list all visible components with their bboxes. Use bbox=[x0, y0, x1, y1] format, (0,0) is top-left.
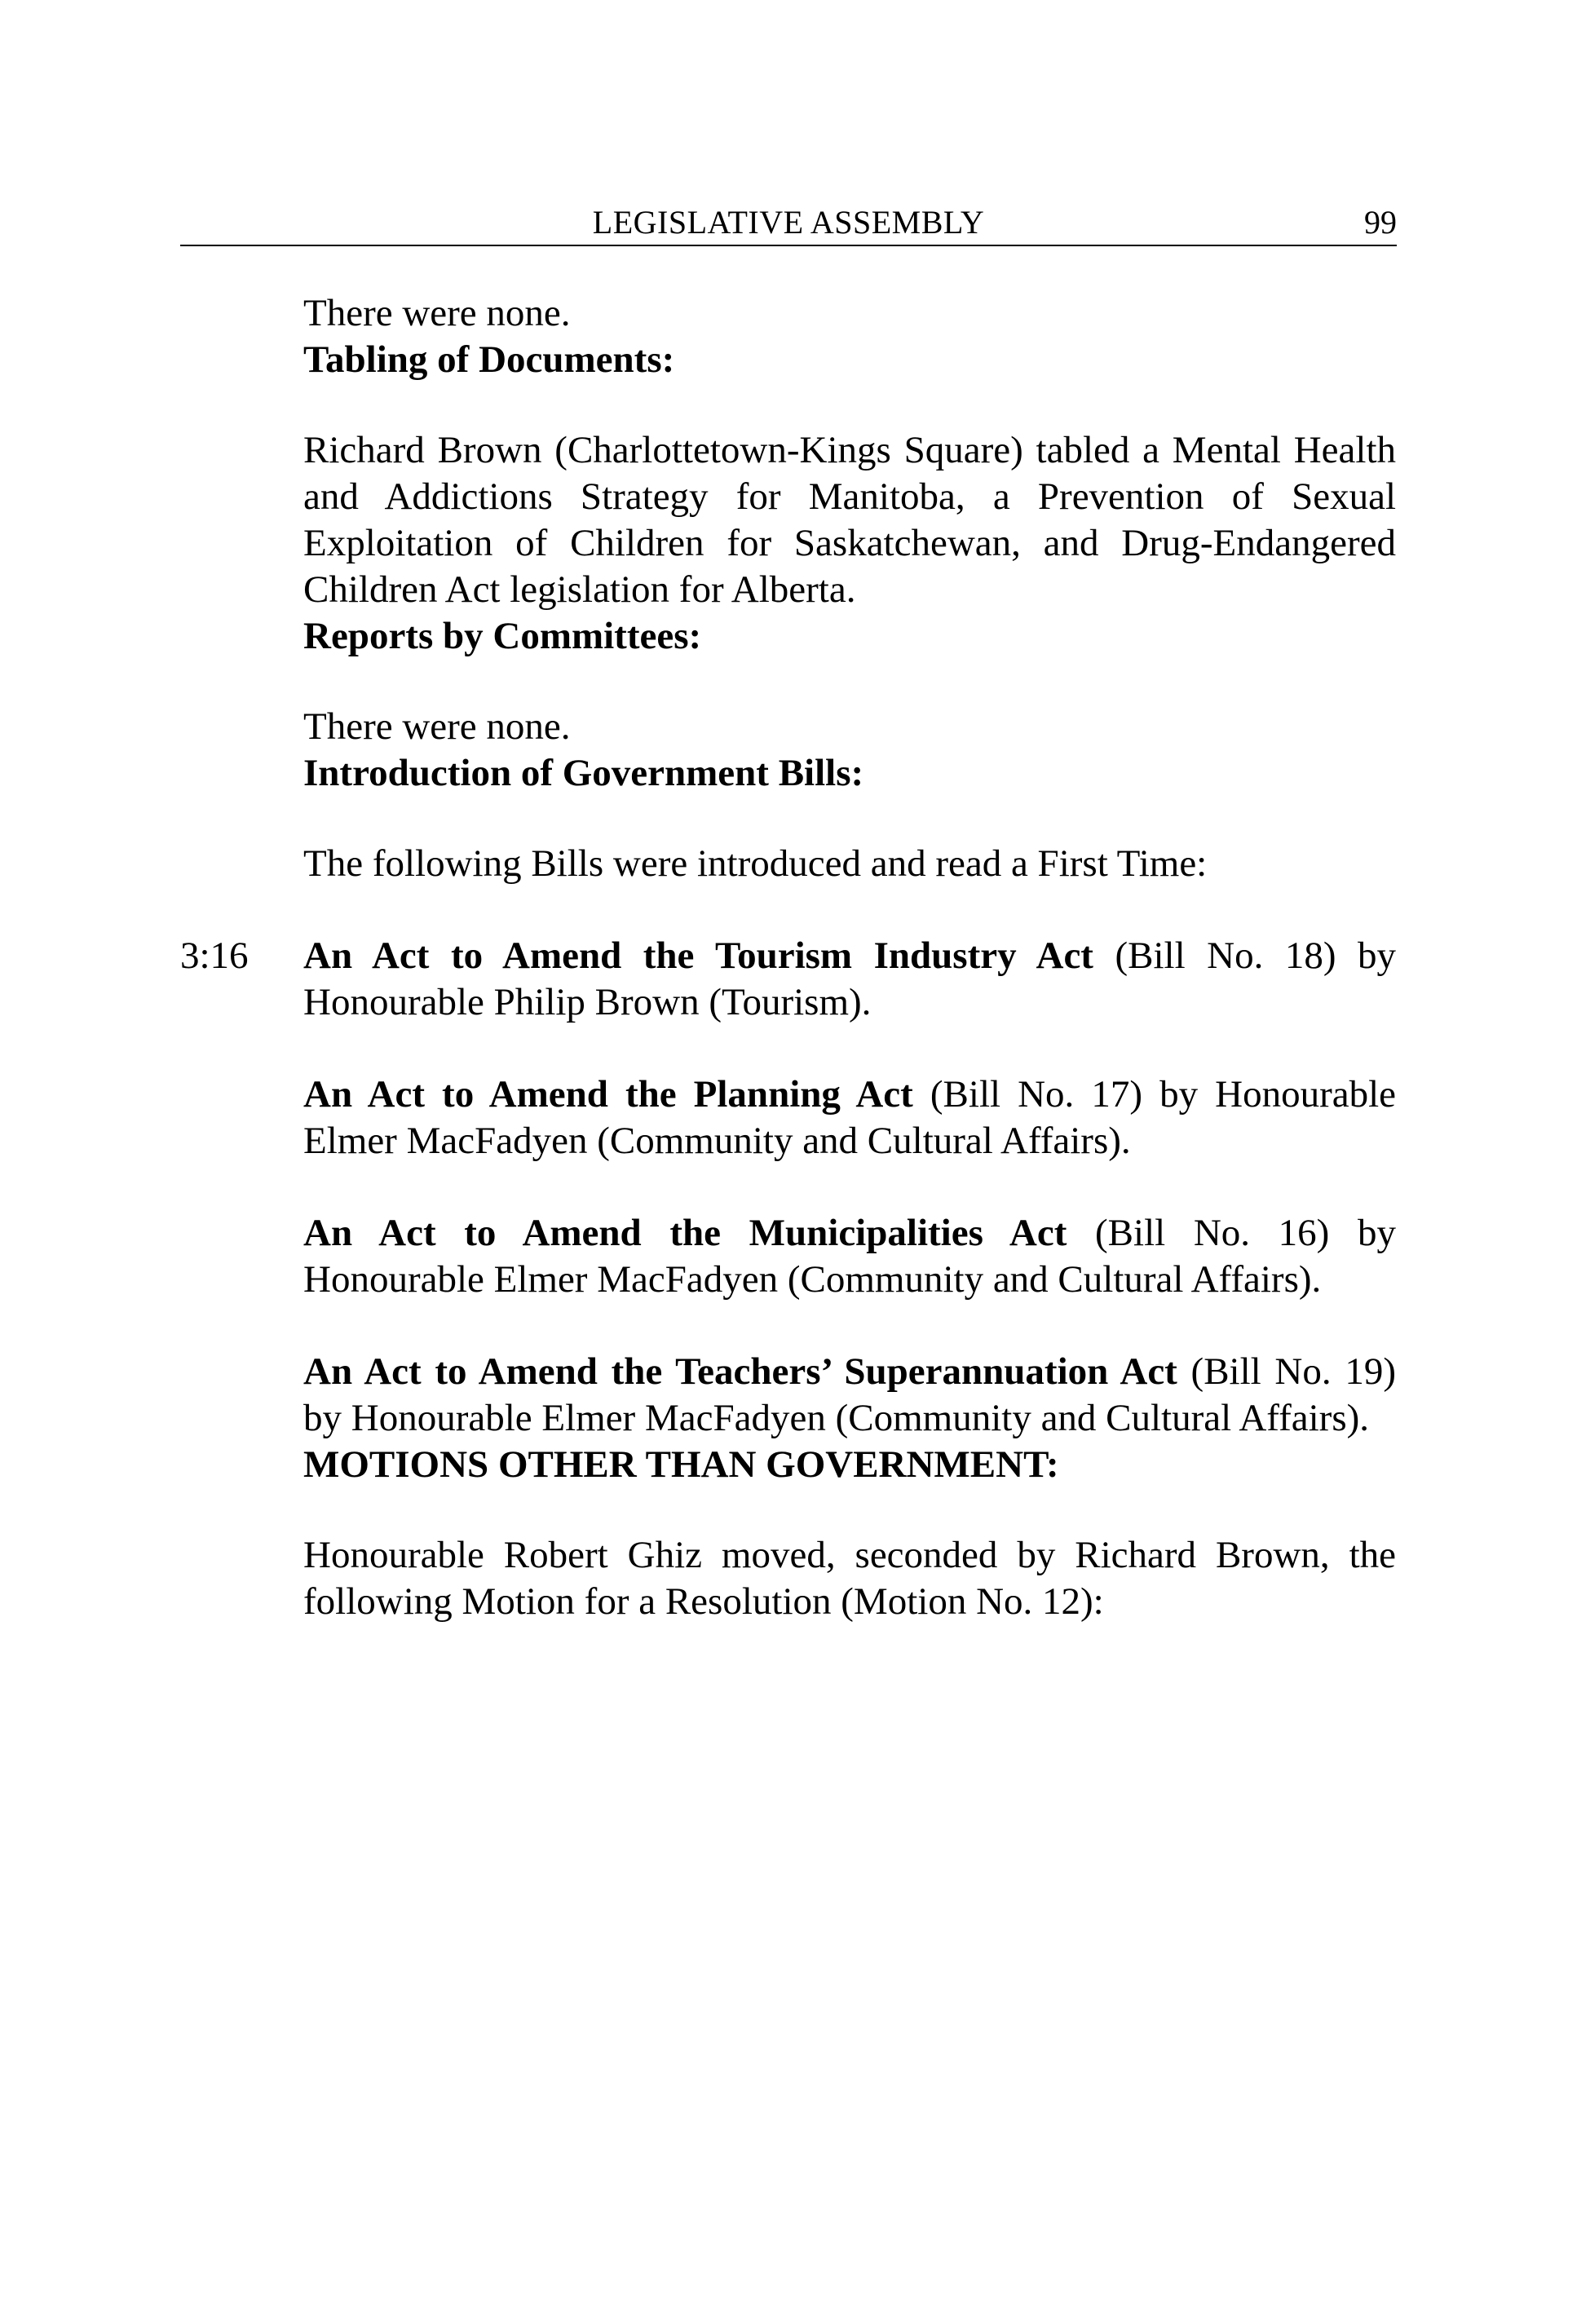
bill-detail: (Bill No. 19) by Honourable Elmer MacFadyen (Community and Cultural Affairs). bbox=[303, 1350, 1396, 1439]
intro-none-text: There were none. bbox=[303, 292, 571, 334]
motions-heading: MOTIONS OTHER THAN GOVERNMENT: bbox=[303, 1443, 1059, 1486]
page-header bbox=[180, 202, 1397, 246]
tabling-text: Richard Brown (Charlottetown-Kings Square) tabled a Mental Health and Addictions Strategy for Manitoba, a Prevention of Sexual Exploitation of Children for Saskatchewan, and Drug-Endangered Children Act legislation for Alberta. bbox=[303, 429, 1396, 611]
bill-detail: (Bill No. 18) by Honourable Philip Brown (Tourism). bbox=[303, 934, 1396, 1023]
document-body bbox=[180, 290, 1396, 1625]
gov-bills-intro: The following Bills were introduced and read a First Time: bbox=[303, 842, 1208, 885]
margin-timestamp: 3:16 bbox=[180, 934, 249, 977]
bill-entry bbox=[303, 1210, 1396, 1303]
motions-text: Honourable Robert Ghiz moved, seconded by Richard Brown, the following Motion for a Resolution (Motion No. 12): bbox=[303, 1534, 1396, 1623]
page-number: 99 bbox=[1364, 204, 1397, 241]
gov-bills-heading: Introduction of Government Bills: bbox=[303, 752, 864, 794]
bill-entry bbox=[303, 1071, 1396, 1164]
bill-detail: (Bill No. 17) by Honourable Elmer MacFadyen (Community and Cultural Affairs). bbox=[303, 1073, 1396, 1162]
bill-title: An Act to Amend the Tourism Industry Act bbox=[303, 934, 1093, 977]
bill-title: An Act to Amend the Municipalities Act bbox=[303, 1212, 1067, 1254]
bill-entry bbox=[303, 1349, 1396, 1442]
bill-text bbox=[303, 1349, 1396, 1442]
bill-detail: (Bill No. 16) by Honourable Elmer MacFadyen (Community and Cultural Affairs). bbox=[303, 1212, 1396, 1301]
bill-text bbox=[303, 1210, 1396, 1303]
bill-text bbox=[303, 1071, 1396, 1164]
bill-title: An Act to Amend the Planning Act bbox=[303, 1073, 913, 1116]
running-title: LEGISLATIVE ASSEMBLY bbox=[592, 204, 985, 241]
bill-title: An Act to Amend the Teachers’ Superannuation Act bbox=[303, 1350, 1177, 1393]
bill-entry bbox=[180, 933, 1396, 1026]
reports-heading: Reports by Committees: bbox=[303, 615, 702, 657]
reports-text: There were none. bbox=[303, 705, 571, 748]
bill-text bbox=[303, 933, 1396, 1026]
tabling-heading: Tabling of Documents: bbox=[303, 338, 675, 381]
